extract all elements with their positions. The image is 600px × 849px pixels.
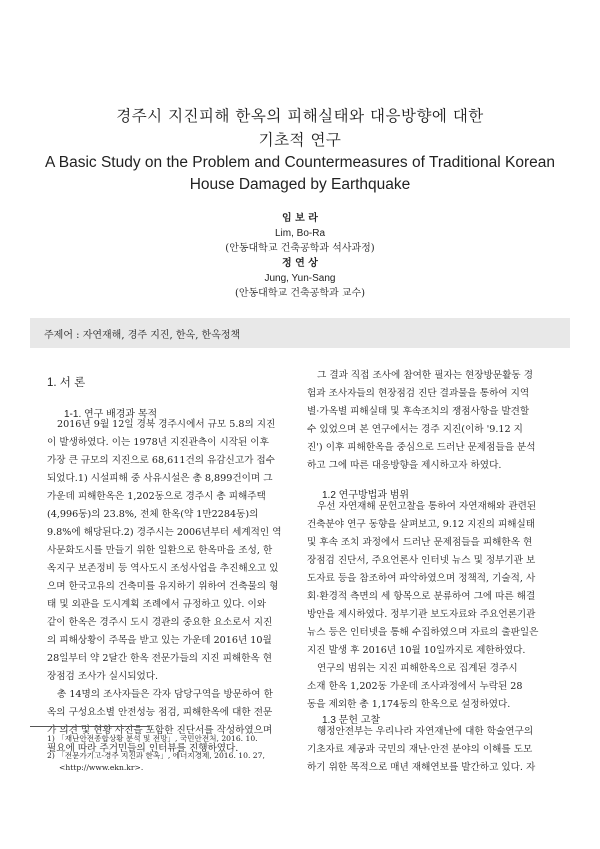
- author-2-roman: Jung, Yun-Sang: [264, 273, 336, 284]
- text-line: 가 의견 및 현황 사진을 포함한 진단서를 작성하였으며: [47, 725, 273, 736]
- text-line: 건축분야 연구 동향을 살펴보고, 9.12 지진의 피해실태: [307, 519, 536, 530]
- text-line: 동을 제외한 총 1,174동의 한옥으로 설정하였다.: [307, 699, 511, 710]
- text-line: 험과 조사자들의 현장점검 진단 결과물을 통하여 지역: [307, 388, 530, 399]
- text-line: 방안을 제시하였다. 정부기관 보도자료와 주요언론기관: [307, 609, 536, 620]
- footnote-1: 1) 「재난안전종합상황 분석 및 전망」, 국민안전처, 2016. 10.: [47, 734, 258, 743]
- text-line: 행정안전부는 우리나라 자연재난에 대한 학술연구의: [317, 726, 534, 737]
- text-line: (4,996동)의 23.8%, 전체 한옥(약 1만2284동)의: [47, 509, 259, 520]
- text-line: 지진 발생 후 2016년 10월 10일까지로 제한하였다.: [307, 645, 526, 656]
- footnote-2: 2) 「전문가기고-경주 지진과 한옥」, 에너지경제, 2016. 10. 27,: [47, 751, 265, 760]
- text-line: 소재 한옥 1,202동 가운데 조사과정에서 누락된 28: [307, 681, 523, 692]
- right-column-text-3: [307, 723, 560, 777]
- text-line: 수 있었으며 본 연구에서는 경주 지진(이하 '9.12 지: [307, 424, 523, 435]
- text-line: 총 14명의 조사자들은 각자 담당구역을 방문하여 한: [57, 689, 273, 700]
- title-korean: [0, 104, 600, 152]
- author-1-roman: Lim, Bo-Ra: [274, 228, 325, 239]
- text-line: 되었다.1) 시설피해 중 사유시설은 총 8,899건이며 그: [47, 473, 273, 484]
- author-1-affiliation: (안동대학교 건축공학과 석사과정): [225, 243, 375, 254]
- title-english: [0, 152, 600, 196]
- text-line: 필요에 따라 주거민들의 인터뷰를 진행하였다.: [47, 743, 239, 754]
- text-line: 및 후속 조치 과정에서 드러난 문제점들을 피해한옥 현: [307, 537, 533, 548]
- text-line: 진') 이후 피해한옥을 중심으로 드러난 문제점들을 분석: [307, 442, 536, 453]
- title-korean-line-1: 경주시 지진피해 한옥의 피해실태와 대응방향에 대한: [116, 107, 484, 125]
- left-column-text: [47, 416, 294, 758]
- footnote-rule: [30, 726, 150, 727]
- section-1-3-heading: 1.3 문헌 고찰: [322, 715, 381, 726]
- author-2-name: 정 연 상: [282, 258, 318, 269]
- text-line: 의 피해상황이 주목을 받고 있는 가운데 2016년 10월: [47, 635, 272, 646]
- section-1-2-heading: 1.2 연구방법과 범위: [322, 490, 410, 501]
- text-line: 하고 그에 따른 대응방향을 제시하고자 하였다.: [307, 460, 502, 471]
- text-line: 별·가옥별 피해실태 및 후속조치의 쟁점사항을 발견할: [307, 406, 530, 417]
- text-line: 가운데 피해한옥은 1,202동으로 경주시 총 피해주택: [47, 491, 266, 502]
- author-1: [0, 211, 600, 256]
- text-line: 회·환경적 측면의 세 항목으로 분류하여 그에 따른 해결: [307, 591, 536, 602]
- footnotes: [47, 733, 297, 774]
- section-1-1-heading: 1-1. 연구 배경과 목적: [64, 409, 158, 420]
- text-line: 9.8%에 해당된다.2) 경주시는 2006년부터 세계적인 역: [47, 527, 282, 538]
- text-line: 장점검 진단서, 주요언론사 인터넷 뉴스 및 정부기관 보: [307, 555, 536, 566]
- author-1-name: 임 보 라: [282, 213, 318, 224]
- author-2-affiliation: (안동대학교 건축공학과 교수): [234, 288, 366, 299]
- right-column-text-1: [307, 367, 560, 475]
- footnote-2-url: <http://www.ekn.kr>.: [59, 763, 144, 772]
- text-line: 옥의 구성요소별 안전성능 점검, 피해한옥에 대한 전문: [47, 707, 273, 718]
- text-line: 장점검 조사가 실시되었다.: [47, 671, 159, 682]
- text-line: 2016년 9월 12일 경북 경주시에서 규모 5.8의 지진: [57, 419, 276, 430]
- text-line: 태 및 외관을 도시계획 조례에서 규정하고 있다. 이와: [47, 599, 267, 610]
- text-line: 연구의 범위는 지진 피해한옥으로 집계된 경주시: [317, 663, 518, 674]
- text-line: 으며 한국고유의 건축미를 유지하기 위하여 건축물의 형: [47, 581, 279, 592]
- text-line: 하기 위한 목적으로 매년 재해연보를 발간하고 있다. 자: [307, 762, 536, 773]
- keywords: 주제어 : 자연재해, 경주 지진, 한옥, 한옥정책: [44, 330, 241, 341]
- text-line: 도자료 등을 참조하여 파악하였으며 정책적, 기술적, 사: [307, 573, 536, 584]
- text-line: 사문화도시를 만들기 위한 일환으로 한옥마을 조성, 한: [47, 545, 273, 556]
- text-line: 이 발생하였다. 이는 1978년 지진관측이 시작된 이후: [47, 437, 269, 448]
- title-english-line-2: House Damaged by Earthquake: [189, 176, 411, 193]
- right-column-text-2: [307, 498, 560, 714]
- section-1-heading: 1. 서 론: [47, 377, 86, 389]
- title-english-line-1: A Basic Study on the Problem and Countermeasures of Traditional Korean: [44, 154, 556, 171]
- text-line: 같이 한옥은 경주시 도시 경관의 중요한 요소로서 지진: [47, 617, 273, 628]
- title-korean-line-2: 기초적 연구: [258, 131, 342, 149]
- text-line: 옥지구 보존정비 등 역사도시 조성사업을 추진해오고 있: [47, 563, 279, 574]
- text-line: 기초자료 제공과 국민의 재난·안전 분야의 이해를 도모: [307, 744, 533, 755]
- text-line: 뉴스 등은 인터넷을 통해 수집하였으며 자료의 출판일은: [307, 627, 539, 638]
- text-line: 그 결과 직접 조사에 참여한 필자는 현장방문활동 경: [317, 370, 533, 381]
- author-2: [0, 256, 600, 301]
- text-line: 우선 자연재해 문헌고찰을 통하여 자연재해와 관련된: [317, 501, 537, 512]
- text-line: 가장 큰 규모의 지진으로 68,611건의 유감신고가 접수: [47, 455, 275, 466]
- text-line: 28일부터 약 2달간 한옥 전문가들의 지진 피해한옥 현: [47, 653, 273, 664]
- keywords-box: [30, 318, 570, 348]
